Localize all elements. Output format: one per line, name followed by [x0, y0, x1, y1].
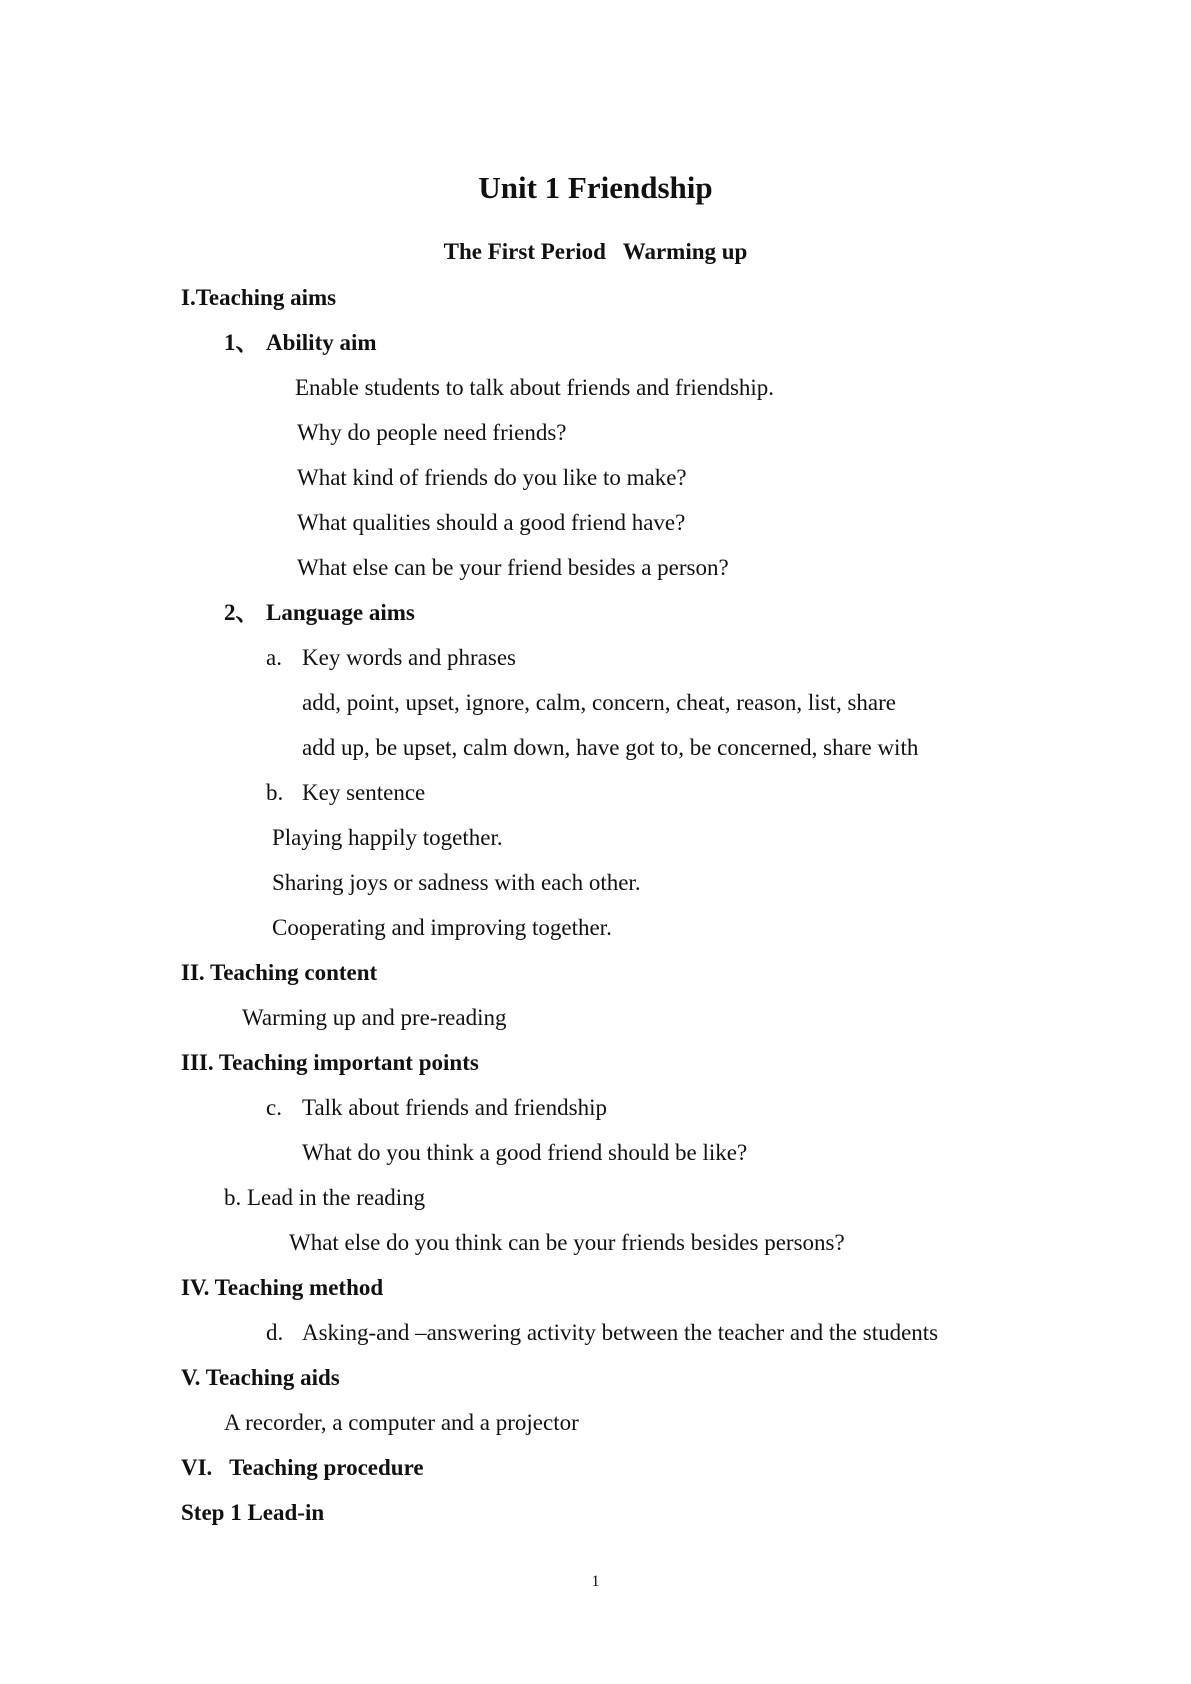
list-item-key-words	[266, 643, 516, 673]
list-item-teaching-method	[266, 1318, 938, 1348]
list-item-lead-in: b. Lead in the reading	[224, 1185, 426, 1210]
list-marker: d.	[266, 1320, 284, 1345]
teaching-aids-text: A recorder, a computer and a projector	[224, 1410, 579, 1435]
document-subtitle: The First Period Warming up	[443, 239, 748, 264]
subheading-label: Ability aim	[266, 330, 377, 355]
ability-aim-line: What else can be your friend besides a person?	[297, 555, 729, 580]
ability-aim-line: Why do people need friends?	[297, 420, 567, 445]
key-words-text: add, point, upset, ignore, calm, concern, cheat, reason, list, share	[302, 690, 896, 715]
subheading-number: 2、	[224, 600, 259, 625]
section-heading-teaching-aids: V. Teaching aids	[181, 1365, 340, 1390]
section-heading-teaching-method: IV. Teaching method	[181, 1275, 384, 1300]
section-heading-teaching-procedure: VI. Teaching procedure	[181, 1455, 424, 1480]
important-point-question: What else do you think can be your friends besides persons?	[289, 1230, 845, 1255]
subheading-ability-aim	[224, 328, 377, 358]
subheading-label: Language aims	[266, 600, 415, 625]
step-heading-lead-in: Step 1 Lead-in	[181, 1500, 325, 1525]
list-item-label: Key words and phrases	[302, 645, 516, 670]
list-marker: a.	[266, 645, 282, 670]
section-heading-teaching-content: II. Teaching content	[181, 960, 378, 985]
subheading-number: 1、	[224, 330, 259, 355]
list-item-key-sentence	[266, 778, 425, 808]
key-phrases-text: add up, be upset, calm down, have got to, be concerned, share with	[302, 735, 919, 760]
important-point-question: What do you think a good friend should be like?	[302, 1140, 748, 1165]
subheading-language-aims	[224, 598, 415, 628]
teaching-content-text: Warming up and pre-reading	[242, 1005, 507, 1030]
ability-aim-line: What qualities should a good friend have?	[297, 510, 686, 535]
list-marker: c.	[266, 1095, 282, 1120]
key-sentence-line: Playing happily together.	[272, 825, 503, 850]
list-item-talk-about	[266, 1093, 607, 1123]
section-heading-teaching-aims: I.Teaching aims	[181, 285, 337, 310]
key-sentence-line: Cooperating and improving together.	[272, 915, 612, 940]
list-item-label: Talk about friends and friendship	[302, 1095, 607, 1120]
list-item-label: Key sentence	[302, 780, 426, 805]
key-sentence-line: Sharing joys or sadness with each other.	[272, 870, 641, 895]
list-item-label: Asking-and –answering activity between the teacher and the students	[302, 1320, 939, 1345]
page-number: 1	[591, 1573, 600, 1590]
document-title: Unit 1 Friendship	[478, 170, 713, 205]
list-marker: b.	[266, 780, 284, 805]
ability-aim-line: Enable students to talk about friends and friendship.	[295, 375, 775, 400]
section-heading-important-points: III. Teaching important points	[181, 1050, 479, 1075]
ability-aim-line: What kind of friends do you like to make?	[297, 465, 687, 490]
